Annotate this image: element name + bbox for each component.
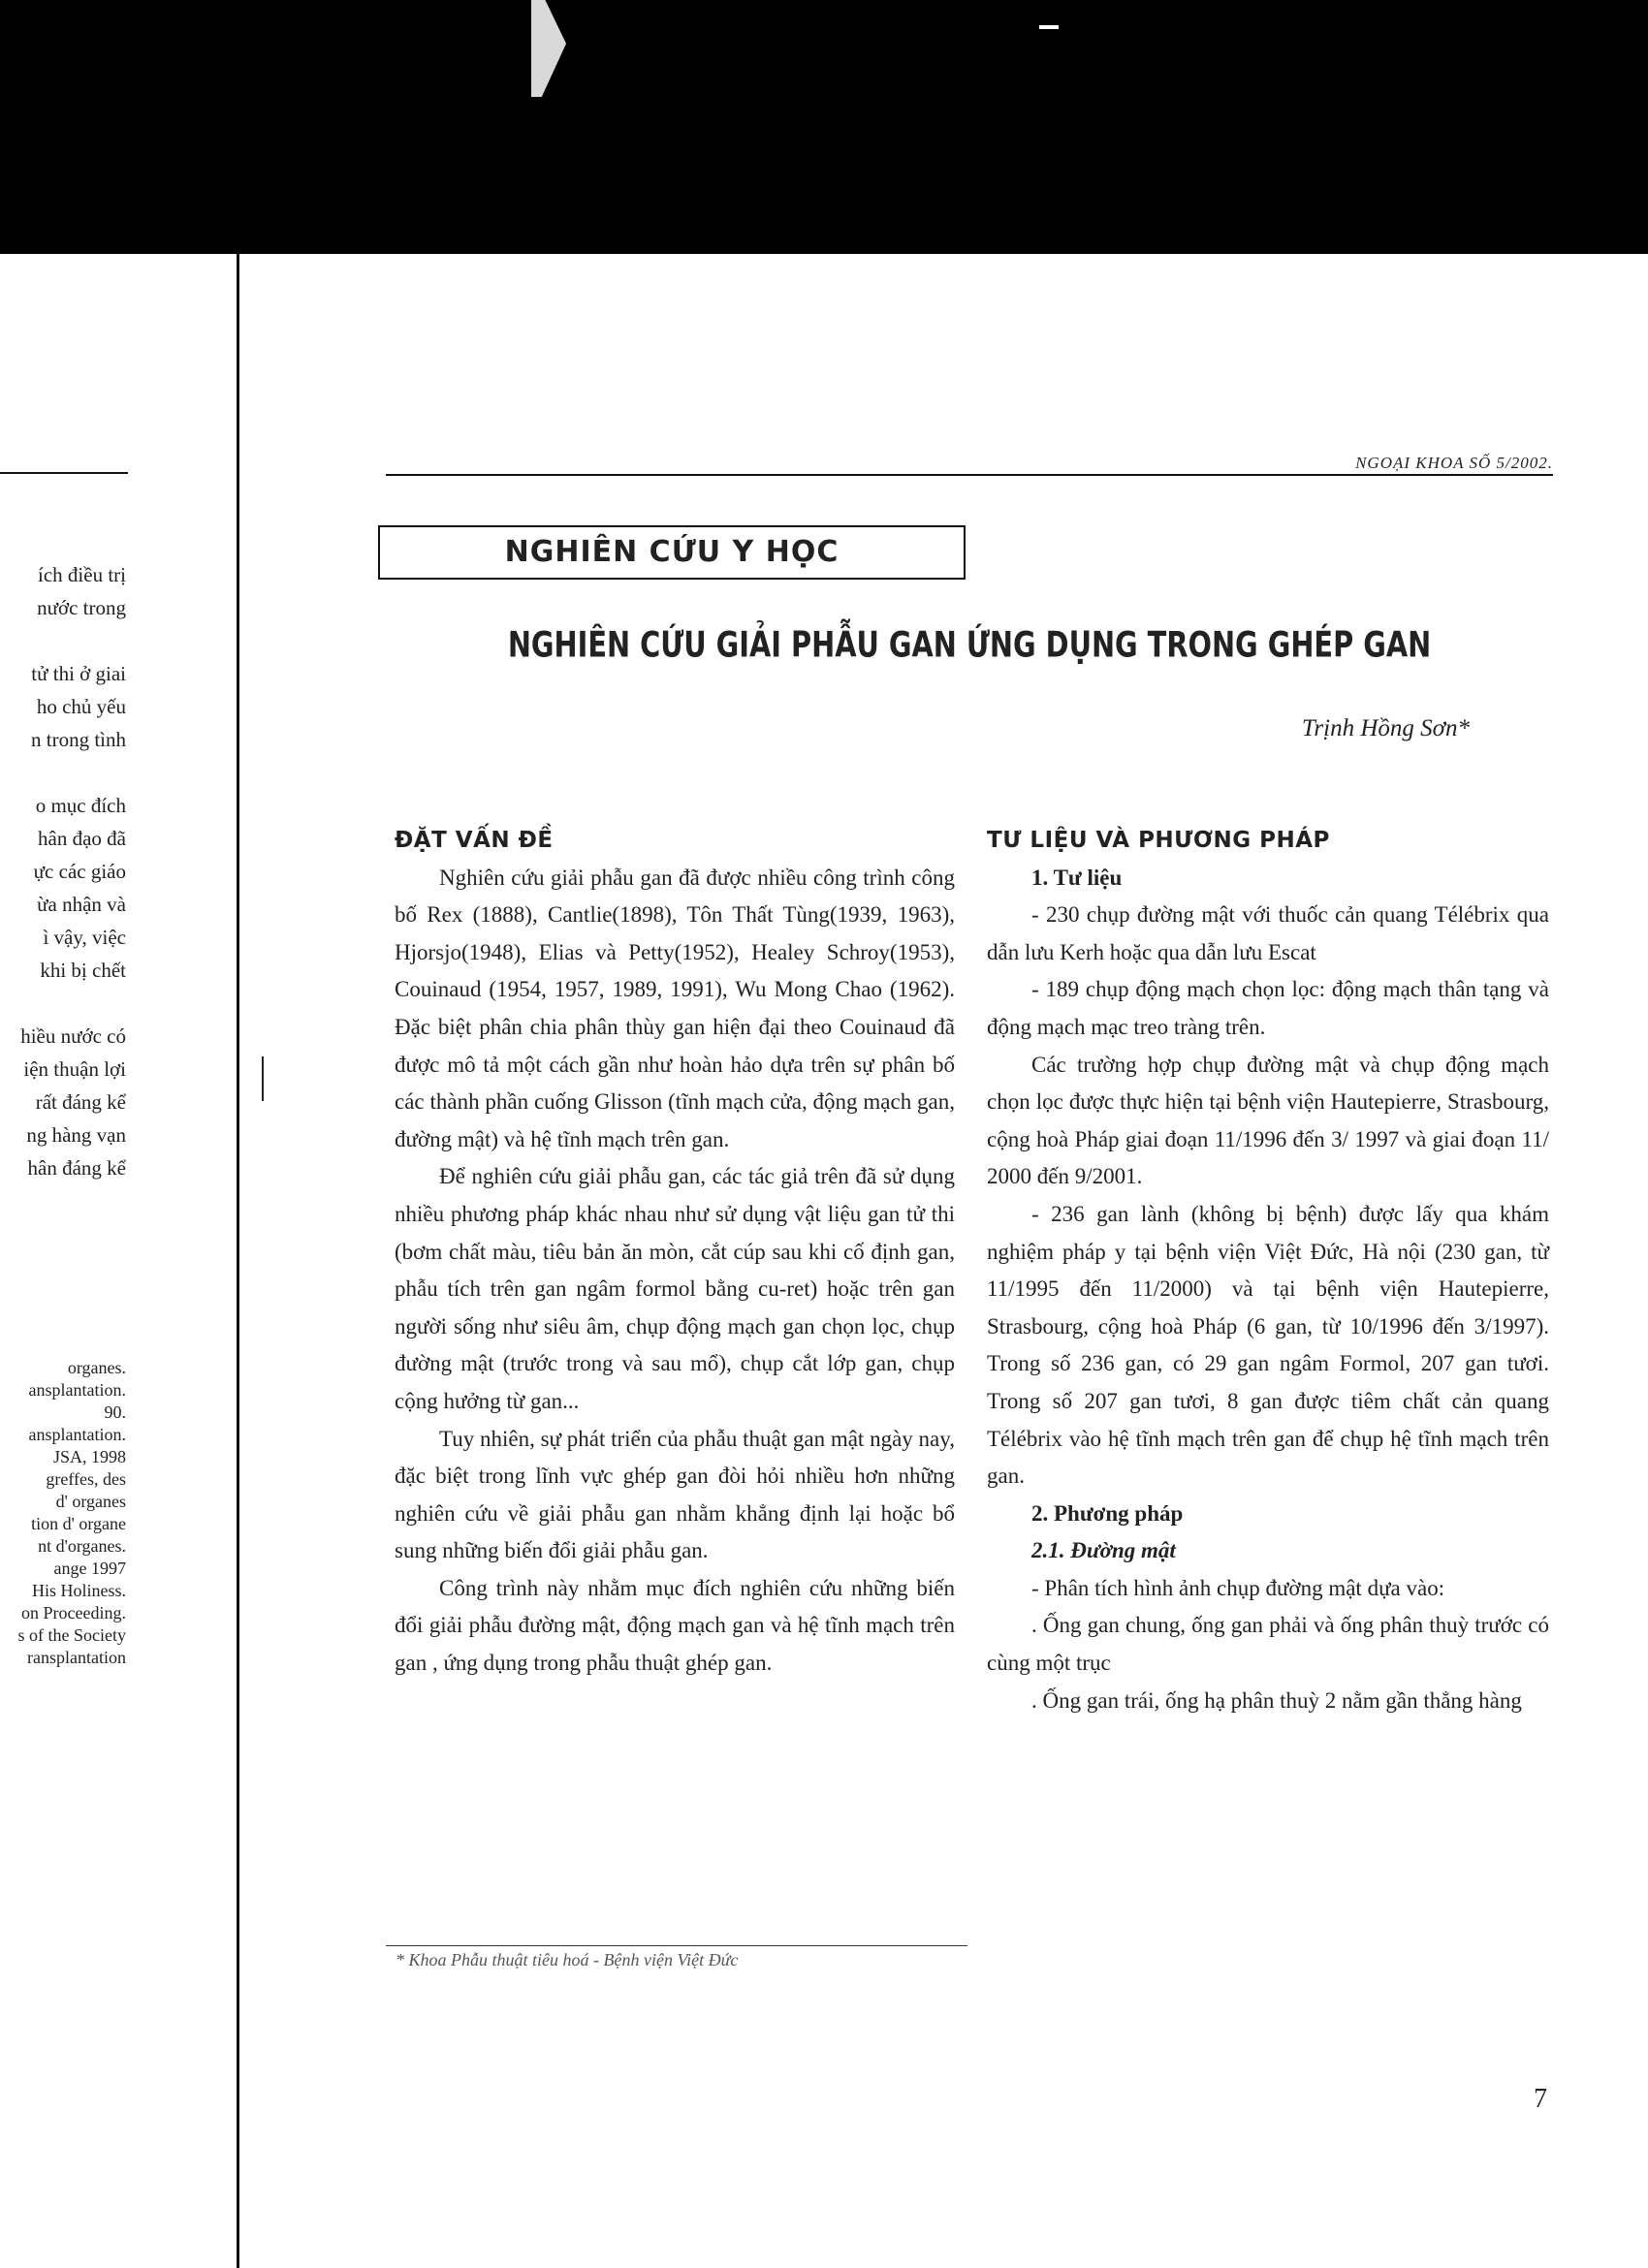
paragraph: Tuy nhiên, sự phát triển của phẫu thuật gan mật ngày nay, đặc biệt trong lĩnh vực ghép gan đòi hỏi nhiều hơn những nghiên cứu về giải phẫu gan nhằm khẳng định lại hoặc bổ sung những biến đổi giải phẫu gan. — [395, 1426, 955, 1563]
left-reference-line: ansplantation. — [28, 1425, 126, 1444]
left-reference-line: tion d' organe — [31, 1514, 126, 1533]
left-reference-line: nt d'organes. — [38, 1536, 126, 1556]
scan-dark-band — [0, 0, 1648, 254]
subheading-bile-ducts: 2.1. Đường mật — [1031, 1538, 1176, 1563]
left-reference-line: ansplantation. — [28, 1380, 126, 1400]
header-rule — [386, 474, 1553, 476]
left-reference-line: ransplantation — [27, 1648, 126, 1667]
left-reference-line: s of the Society — [17, 1625, 126, 1645]
paragraph: . Ống gan chung, ống gan phải và ống phân thuỳ trước có cùng một trục — [987, 1613, 1549, 1676]
left-fragment-line: rất đáng kể — [35, 1090, 126, 1114]
heading-introduction: ĐẶT VẤN ĐỀ — [395, 828, 554, 853]
paragraph: - 230 chụp đường mật với thuốc cản quang Télébrix qua dẫn lưu Kerh hoặc qua dẫn lưu Escat — [987, 902, 1549, 964]
left-reference-line: JSA, 1998 — [52, 1447, 126, 1466]
running-header: NGOẠI KHOA SỐ 5/2002. — [1355, 454, 1553, 472]
left-fragment-line: ì vậy, việc — [43, 926, 126, 949]
left-reference-line: organes. — [67, 1358, 126, 1377]
left-fragment-line: tử thi ở giai — [31, 662, 126, 685]
paragraph: - 189 chụp động mạch chọn lọc: động mạch thân tạng và động mạch mạc treo tràng trên. — [987, 977, 1549, 1039]
left-fragment-line: ng hàng vạn — [26, 1123, 126, 1147]
paragraph: . Ống gan trái, ống hạ phân thuỳ 2 nằm gần thẳng hàng — [1031, 1687, 1522, 1713]
left-reference-line: greffes, des — [46, 1469, 126, 1489]
left-page-references — [0, 1357, 126, 1669]
left-page-rule — [0, 472, 128, 474]
paragraph: Công trình này nhằm mục đích nghiên cứu những biến đổi giải phẫu đường mật, động mạch gan và hệ tĩnh mạch trên gan , ứng dụng trong phẫu thuật ghép gan. — [395, 1575, 955, 1676]
paragraph: - Phân tích hình ảnh chụp đường mật dựa vào: — [1031, 1575, 1445, 1600]
page-spine-line — [237, 254, 239, 2268]
footnote-rule — [386, 1945, 967, 1946]
left-fragment-line: nước trong — [37, 596, 126, 619]
left-fragment-line: hiều nước có — [20, 1024, 126, 1048]
paragraph: - 236 gan lành (không bị bệnh) được lấy qua khám nghiệm pháp y tại bệnh viện Việt Đức, Hà nội (230 gan, từ 11/1995 đến 11/2000) và tại bệnh viện Hautepierre, Strasbourg, cộng hoà Pháp (6 gan, từ 10/1996 đến 3/1997). Trong số 236 gan, có 29 gan ngâm Formol, 207 gan tươi. Trong số 207 gan tươi, 8 gan được tiêm chất cản quang Télébrix vào hệ tĩnh mạch trên gan để chụp hệ tĩnh mạch trên gan. — [987, 1201, 1549, 1489]
column-left — [395, 822, 955, 1683]
left-fragment-line: hân đạo đã — [38, 827, 126, 850]
left-reference-line: d' organes — [55, 1492, 126, 1511]
left-reference-line: ange 1997 — [53, 1559, 126, 1578]
paragraph: Nghiên cứu giải phẫu gan đã được nhiều công trình công bố Rex (1888), Cantlie(1898), Tôn Thất Tùng(1939, 1963), Hjorsjo(1948), Elias và Petty(1952), Healey Schroy(1953), Couinaud (1954, 1957, 1989, 1991), Wu Mong Chao (1962). Đặc biệt phân chia phân thùy gan hiện đại theo Couinaud đã được mô tả một cách gần như hoàn hảo dựa trên sự phân bố các thành phần cuống Glisson (tĩnh mạch cửa, động mạch gan, đường mật) và hệ tĩnh mạch trên gan. — [395, 865, 955, 1151]
left-reference-line: 90. — [104, 1402, 126, 1422]
footnote: * Khoa Phẫu thuật tiêu hoá - Bệnh viện Việt Đức — [396, 1950, 739, 1969]
left-fragment-line: ho chủ yếu — [36, 695, 126, 718]
left-fragment-line: ừa nhận và — [37, 893, 126, 916]
section-label: NGHIÊN CỨU Y HỌC — [504, 535, 840, 569]
scan-artifact-dash — [1039, 25, 1059, 29]
left-fragment-line — [0, 624, 126, 657]
left-page-fragments — [0, 558, 126, 1184]
left-fragment-line — [0, 987, 126, 1020]
heading-materials-methods: TƯ LIỆU VÀ PHƯƠNG PHÁP — [987, 828, 1330, 853]
left-fragment-line: khi bị chết — [40, 959, 126, 982]
left-reference-line: His Holiness. — [31, 1581, 126, 1600]
left-reference-line: on Proceeding. — [21, 1603, 126, 1622]
margin-mark — [262, 1056, 264, 1101]
left-fragment-line: ực các giáo — [33, 860, 126, 883]
paragraph: Các trường hợp chụp đường mật và chụp động mạch chọn lọc được thực hiện tại bệnh viện Hautepierre, Strasbourg, cộng hoà Pháp giai đoạn 11/1996 đến 3/ 1997 và giai đoạn 11/ 2000 đến 9/2001. — [987, 1052, 1549, 1189]
paragraph: Để nghiên cứu giải phẫu gan, các tác giả trên đã sử dụng nhiều phương pháp khác nhau như sử dụng vật liệu gan tử thi (bơm chất màu, tiêu bản ăn mòn, cắt cúp sau khi cố định gan, phẫu tích trên gan ngâm formol bằng cu-ret) hoặc trên gan người sống như siêu âm, chụp động mạch gan chọn lọc, chụp đường mật (trước trong và sau mổ), chụp cắt lớp gan, chụp cộng hưởng từ gan... — [395, 1164, 955, 1413]
subheading-materials: 1. Tư liệu — [1031, 865, 1123, 890]
left-fragment-line: iện thuận lợi — [23, 1057, 126, 1081]
page-number: 7 — [1534, 2084, 1547, 2114]
subheading-methods: 2. Phương pháp — [1031, 1500, 1184, 1526]
column-right — [987, 822, 1549, 1719]
article-title: NGHIÊN CỨU GIẢI PHẪU GAN ỨNG DỤNG TRONG GHÉP GAN — [507, 623, 1432, 666]
left-fragment-line: hân đáng kể — [27, 1156, 126, 1180]
left-fragment-line: o mục đích — [35, 794, 126, 817]
left-fragment-line: ích điều trị — [38, 563, 126, 586]
author-name: Trịnh Hồng Sơn* — [1301, 715, 1470, 741]
left-fragment-line — [0, 756, 126, 789]
section-box — [378, 525, 966, 580]
left-fragment-line: n trong tình — [31, 728, 126, 751]
